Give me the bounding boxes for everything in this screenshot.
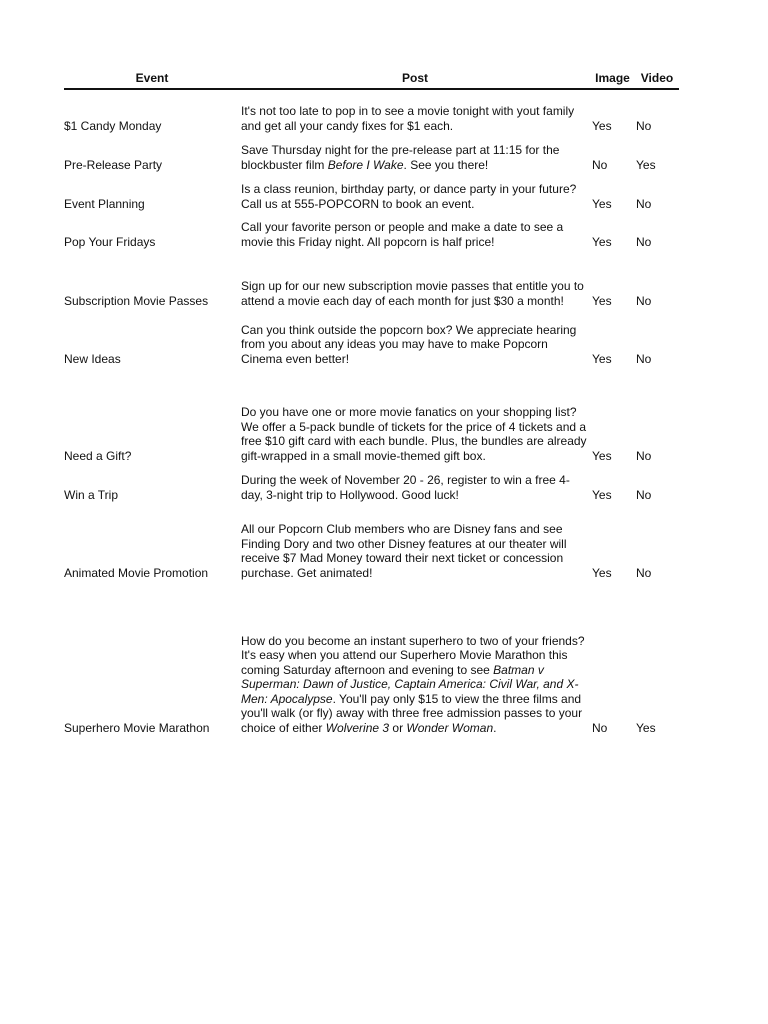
event-cell: Event Planning xyxy=(64,196,145,211)
event-cell: Superhero Movie Marathon xyxy=(64,720,210,735)
image-cell: Yes xyxy=(592,448,612,463)
header-video: Video xyxy=(640,71,674,85)
event-cell: Pre-Release Party xyxy=(64,157,163,172)
post-text: It's not too late to pop in to see a movie tonight with yout family and get all your candy fixes for $1 each. xyxy=(241,104,575,133)
post-text: All our Popcorn Club members who are Disney fans and see Finding Dory and two other Disney features at our theater will receive $7 Mad Money toward their next ticket or concession purchase. Get animated! xyxy=(241,522,567,580)
image-cell: Yes xyxy=(592,351,612,366)
video-cell: No xyxy=(636,565,652,580)
event-cell: $1 Candy Monday xyxy=(64,118,162,133)
post-italic-text: Batman v Superman: Dawn of Justice, Captain America: Civil War, and X-Men: Apocalypse xyxy=(241,662,579,706)
event-cell: New Ideas xyxy=(64,351,121,366)
video-cell: No xyxy=(636,351,652,366)
post-text: Can you think outside the popcorn box? We appreciate hearing from you about any ideas you may have to make Popcorn Cinema even better! xyxy=(241,322,577,366)
event-cell: Pop Your Fridays xyxy=(64,234,156,249)
post-text: . You'll pay only $15 to view the three films and you'll walk (or fly) away with three free admission passes to your choice of either xyxy=(241,691,583,735)
video-cell: Yes xyxy=(636,157,656,172)
image-cell: Yes xyxy=(592,196,612,211)
post-text: Do you have one or more movie fanatics on your shopping list? We offer a 5-pack bundle of tickets for the price of 4 tickets and a free $10 gift card with each bundle. Plus, the bundles are already gift-wrapped in a small movie-themed gift box. xyxy=(241,405,587,463)
event-cell: Need a Gift? xyxy=(64,448,132,463)
post-text: . xyxy=(493,720,497,735)
image-cell: Yes xyxy=(592,487,612,502)
video-cell: Yes xyxy=(636,720,656,735)
post-text: . See you there! xyxy=(403,157,489,172)
image-cell: Yes xyxy=(592,293,612,308)
event-cell: Animated Movie Promotion xyxy=(64,565,209,580)
video-cell: No xyxy=(636,196,652,211)
image-cell: No xyxy=(592,157,608,172)
video-cell: No xyxy=(636,448,652,463)
post-cell xyxy=(241,634,588,736)
post-text: Call your favorite person or people and make a date to see a movie this Friday night. All popcorn is half price! xyxy=(241,220,564,249)
event-cell: Win a Trip xyxy=(64,487,119,502)
post-italic-text: Wolverine 3 xyxy=(325,720,390,735)
video-cell: No xyxy=(636,234,652,249)
event-cell: Subscription Movie Passes xyxy=(64,293,209,308)
header-post: Post xyxy=(401,71,428,85)
header-image: Image xyxy=(595,71,630,85)
post-italic-text: Wonder Woman xyxy=(406,720,494,735)
post-text: or xyxy=(389,720,407,735)
video-cell: No xyxy=(636,293,652,308)
post-text: Sign up for our new subscription movie passes that entitle you to attend a movie each day of each month for just $30 a month! xyxy=(241,279,584,308)
image-cell: Yes xyxy=(592,118,612,133)
post-text: How do you become an instant superhero to two of your friends? It's easy when you attend our Superhero Movie Marathon this coming Saturday afternoon and evening to see xyxy=(241,633,585,677)
post-text: Is a class reunion, birthday party, or dance party in your future? Call us at 555-POPCORN to book an event. xyxy=(241,182,577,211)
video-cell: No xyxy=(636,487,652,502)
header-event: Event xyxy=(135,71,169,85)
video-cell: No xyxy=(636,118,652,133)
post-text: During the week of November 20 - 26, register to win a free 4-day, 3-night trip to Hollywood. Good luck! xyxy=(241,473,570,502)
post-text: Save Thursday night for the pre-release part at 11:15 for the blockbuster film xyxy=(241,143,560,172)
image-cell: Yes xyxy=(592,565,612,580)
image-cell: No xyxy=(592,720,608,735)
image-cell: Yes xyxy=(592,234,612,249)
post-italic-text: Before I Wake xyxy=(327,157,404,172)
